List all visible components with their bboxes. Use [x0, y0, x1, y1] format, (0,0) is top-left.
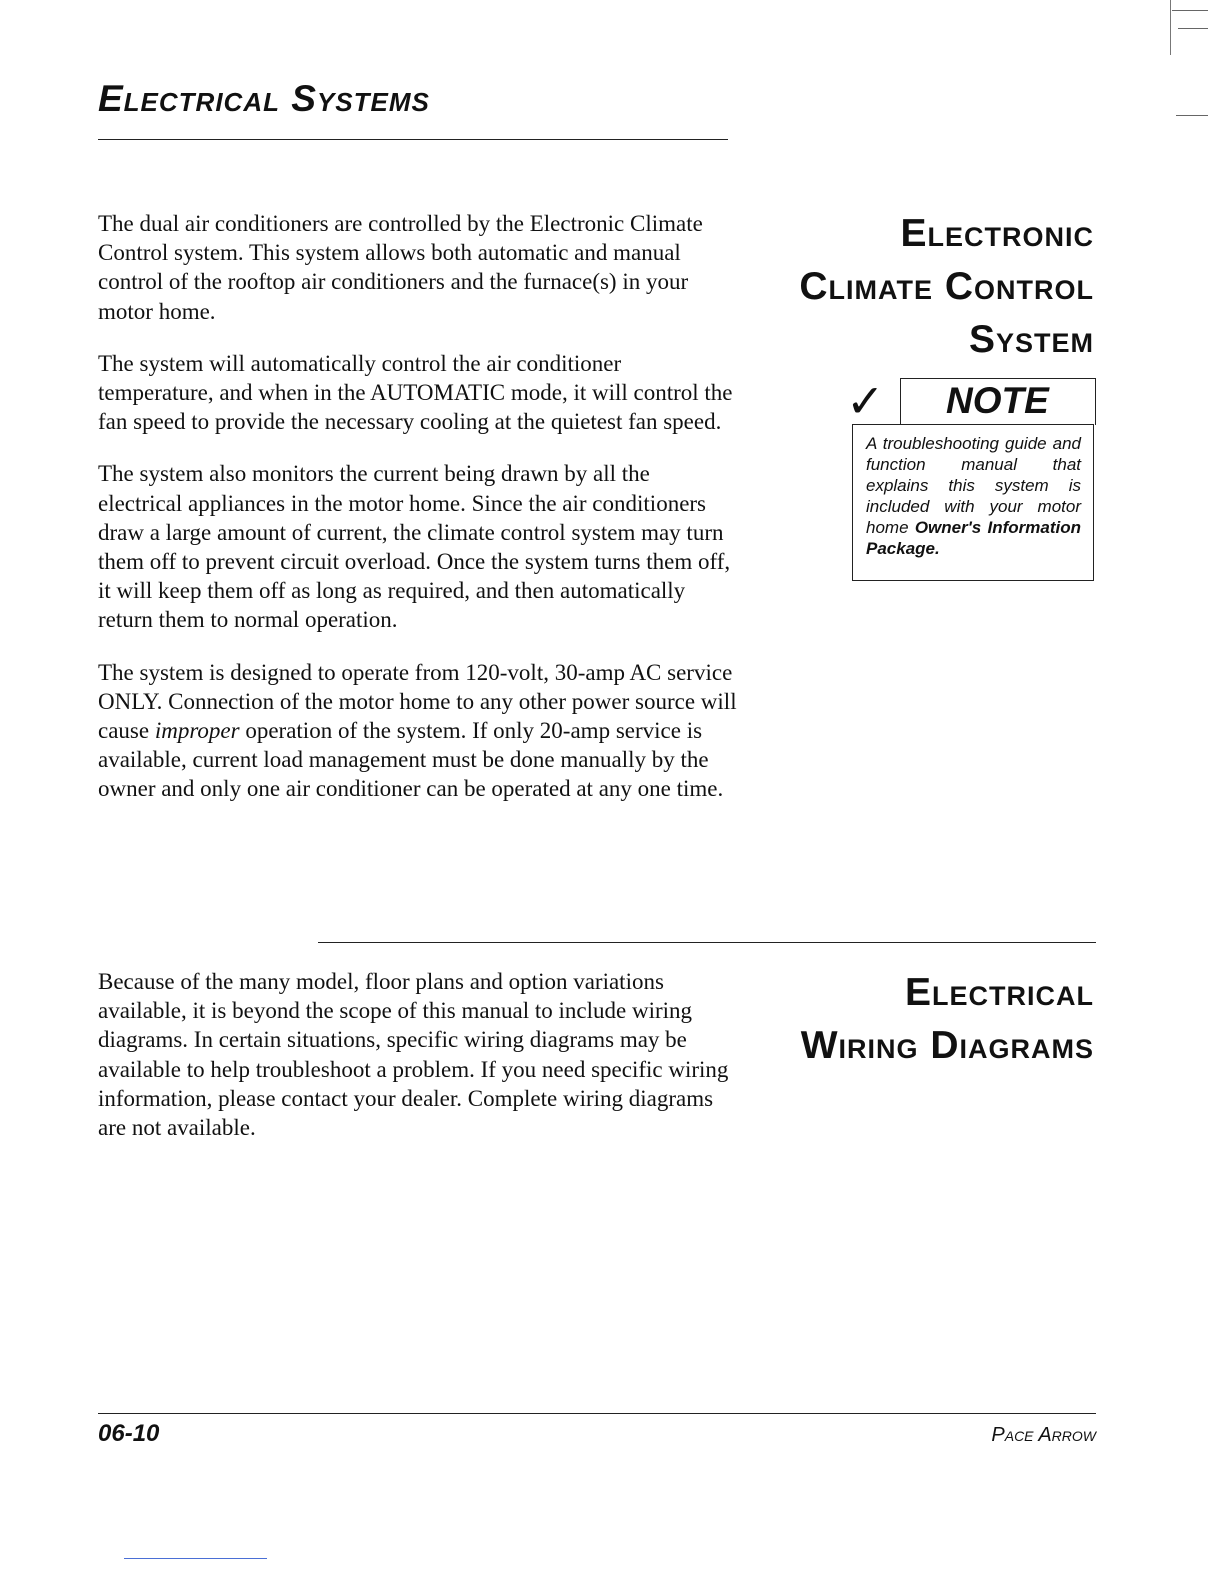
note-label: NOTE	[946, 380, 1049, 421]
scan-margin-mark	[1172, 10, 1208, 11]
section-divider	[318, 942, 1096, 943]
page-header-title: Electrical Systems	[98, 78, 430, 119]
emphasis-improper: improper	[154, 718, 240, 744]
footer-rule	[98, 1413, 1096, 1414]
note-callout	[846, 374, 1096, 582]
note-bold-text: Owner's Information Package.	[866, 518, 1081, 558]
page-number: 06-10	[98, 1420, 160, 1447]
note-body	[852, 424, 1094, 581]
section1-heading	[799, 207, 1094, 366]
section1-heading-line-2: Climate Control	[799, 265, 1094, 308]
section1-heading-line-1: Electronic	[900, 212, 1094, 255]
section1-body	[98, 209, 738, 827]
section2-paragraph: Because of the many model, floor plans and option variations available, it is beyond the scope of this manual to include wiring diagrams. In certain situations, specific wiring diagrams may be available to help troubleshoot a problem. If you need specific wiring information, please contact your dealer. Complete wiring diagrams are not available.	[98, 969, 729, 1141]
scan-margin-mark	[1178, 28, 1208, 29]
checkmark-icon: ✓	[846, 374, 885, 428]
section1-paragraph-1: The dual air conditioners are controlled by the Electronic Climate Control system. This system allows both automatic and manual control of the rooftop air conditioners and the furnace(s) in your motor home.	[98, 211, 703, 324]
scan-underline-artifact	[124, 1558, 267, 1559]
section1-paragraph-3: The system also monitors the current being drawn by all the electrical appliances in the motor home. Since the air conditioners draw a large amount of current, the climate control system may turn them off to prevent circuit overload. Once the system turns them off, it will keep them off as long as required, and then automatically return them to normal operation.	[98, 461, 731, 633]
section2-body	[98, 967, 733, 1165]
footer-brand: Pace Arrow	[991, 1424, 1096, 1446]
scan-margin-mark	[1176, 115, 1208, 116]
section2-heading-line-1: Electrical	[905, 971, 1094, 1014]
scan-margin-mark	[1170, 0, 1171, 55]
section1-paragraph-2: The system will automatically control the air conditioner temperature, and when in the AUTOMATIC mode, it will control the fan speed to provide the necessary cooling at the quietest fan speed.	[98, 350, 733, 435]
note-text: A troubleshooting guide and function manual that explains this system is included with your motor home Owner's Information Package.	[866, 434, 1081, 558]
section2-heading	[801, 966, 1094, 1072]
section2-heading-line-2: Wiring Diagrams	[800, 1024, 1094, 1067]
header-rule	[98, 139, 728, 140]
section1-paragraph-4: The system is designed to operate from 120-volt, 30-amp AC service ONLY. Connection of the motor home to any other power source will cause improper operation of the system. If only 20-amp service is available, current load management must be done manually by the owner and only one air conditioner can be operated at any one time.	[98, 659, 737, 802]
section1-heading-line-3: System	[968, 318, 1094, 361]
